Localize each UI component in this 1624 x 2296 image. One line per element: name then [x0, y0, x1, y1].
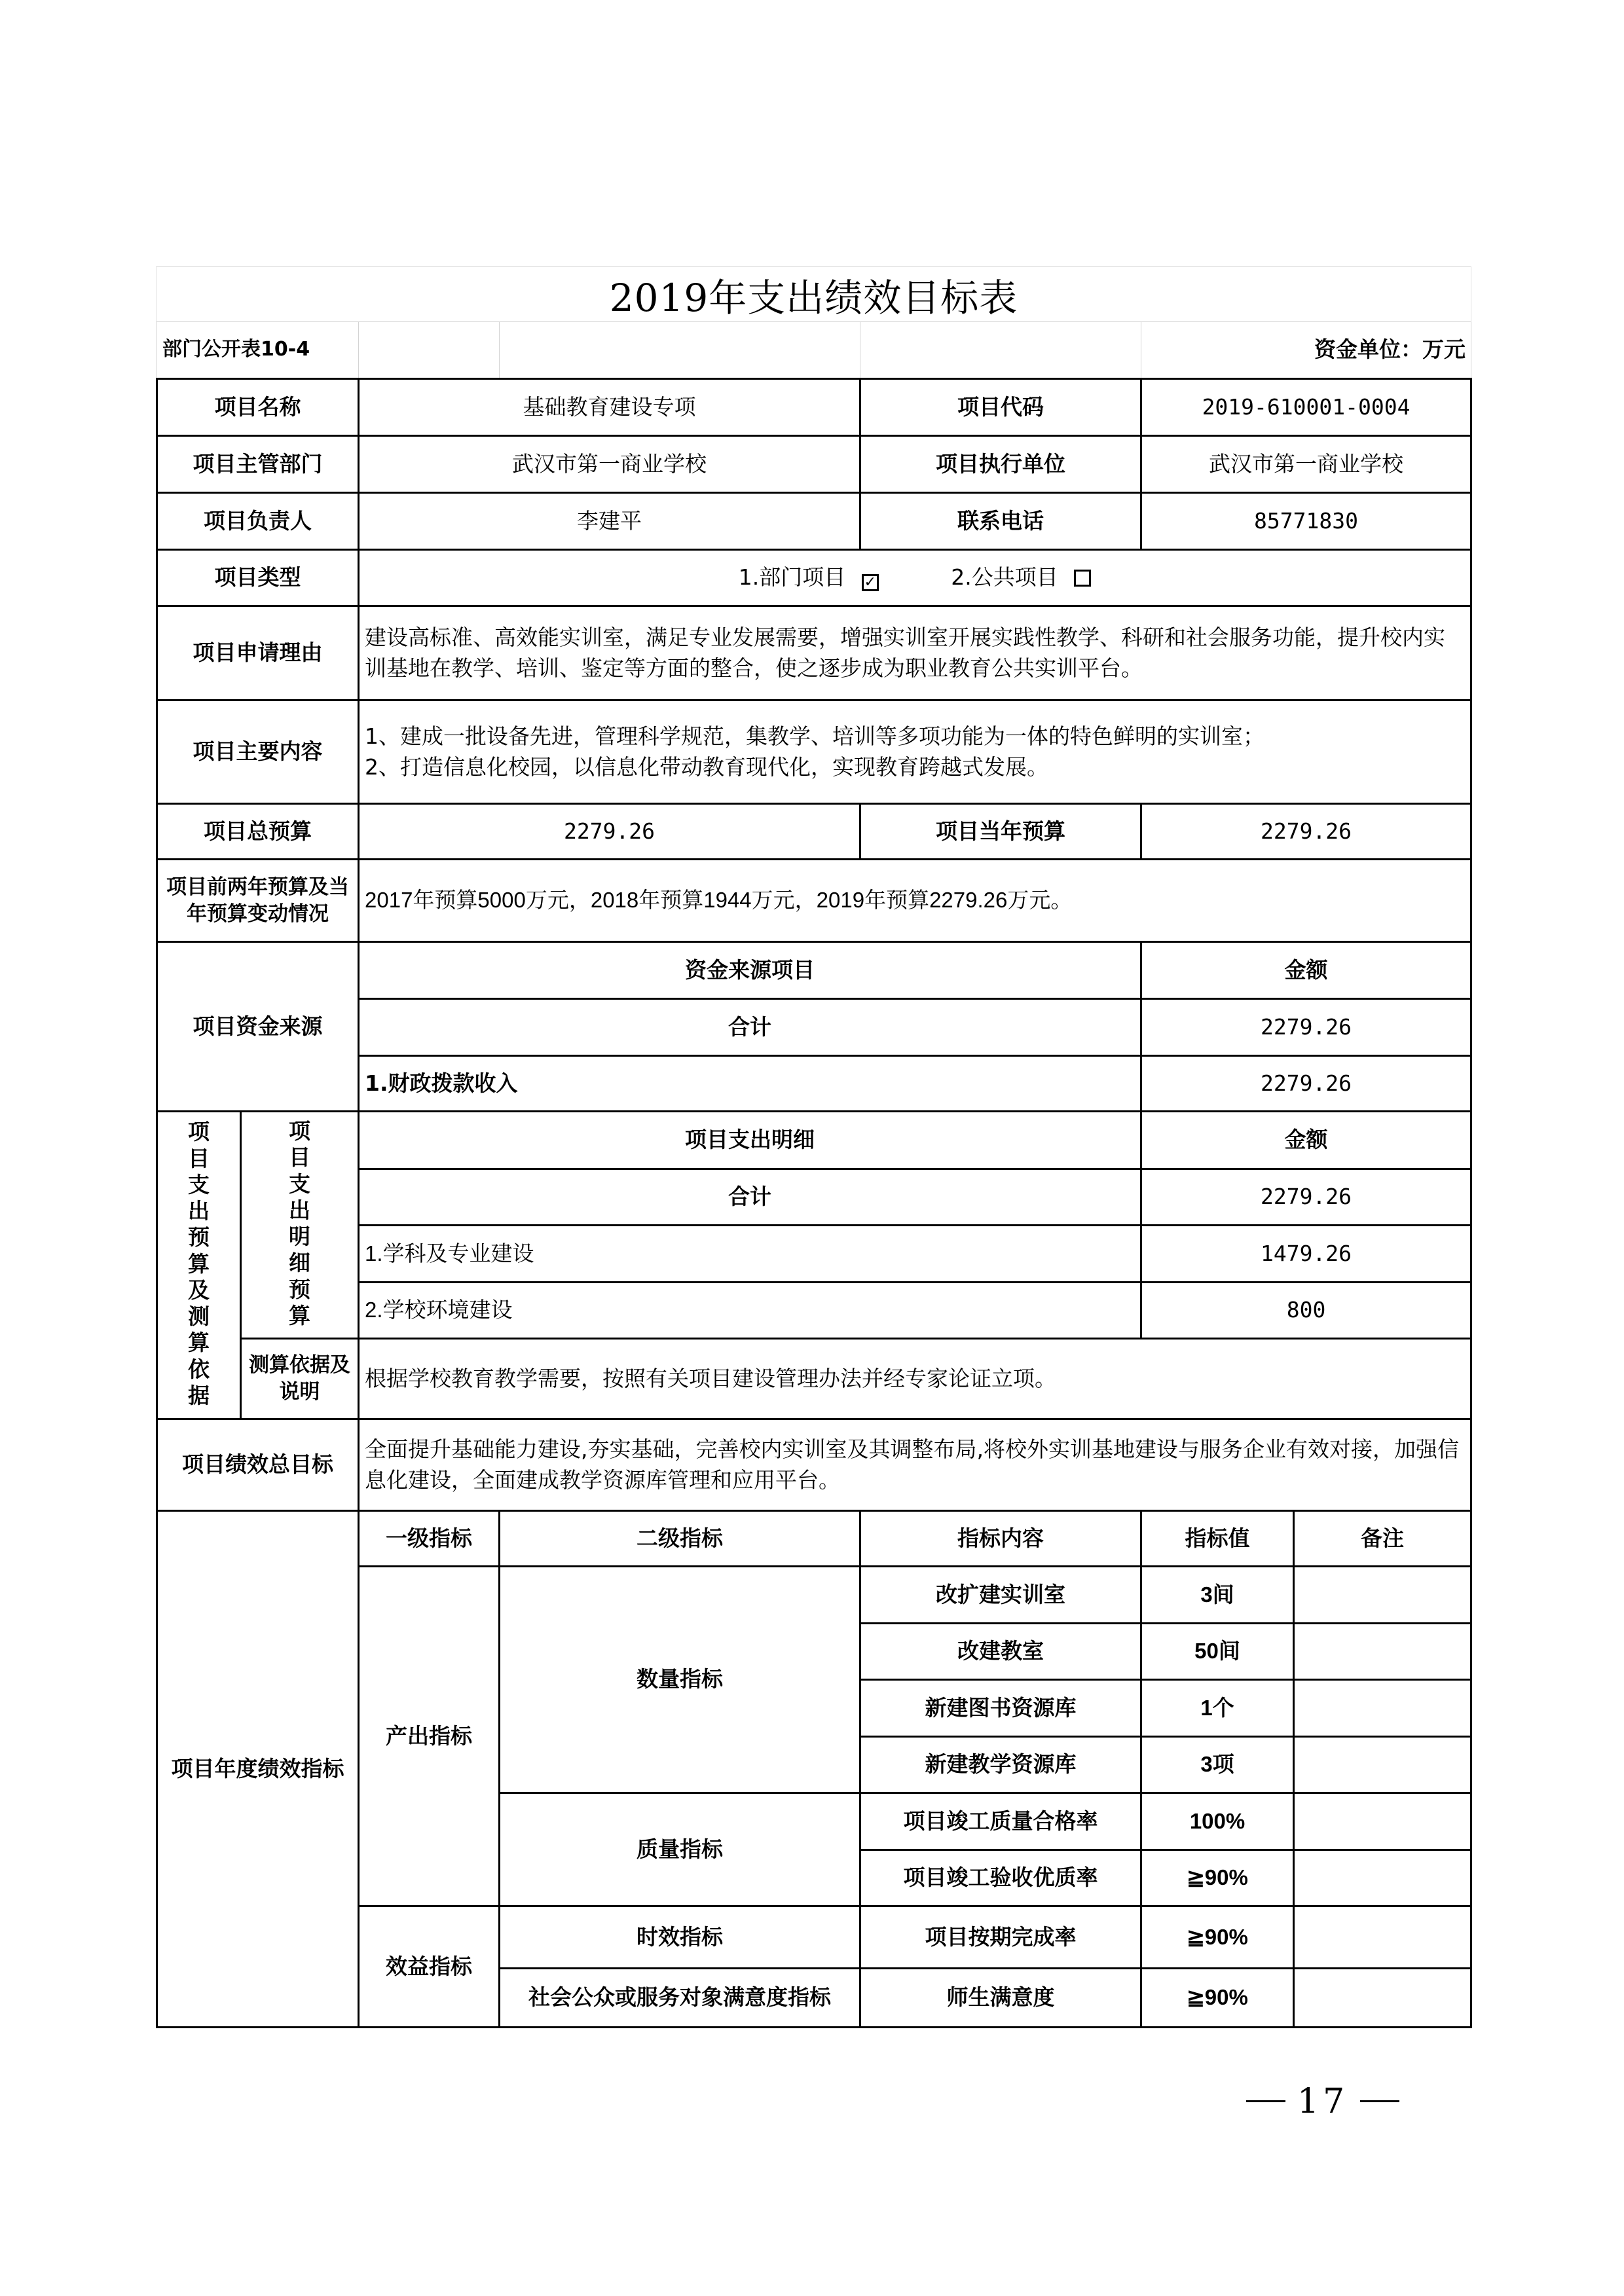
dash-decoration	[1246, 2100, 1285, 2102]
indicator-note	[1294, 1793, 1471, 1850]
fund-amount-header: 金额	[1141, 942, 1471, 999]
expense-outer-label-text: 项目支出预算及测算依据	[187, 1119, 210, 1408]
header-blank-cell	[860, 322, 1141, 379]
indicator-content: 改扩建实训室	[860, 1567, 1141, 1624]
indicator-value: 1个	[1141, 1680, 1294, 1737]
indicator-value: 50间	[1141, 1624, 1294, 1680]
table-row	[157, 1339, 1471, 1419]
table-row	[157, 860, 1471, 942]
expense-item-label: 1.学科及专业建设	[359, 1226, 1141, 1283]
unchecked-box-icon[interactable]	[1074, 570, 1091, 587]
indicator-value: ≧90%	[1141, 1906, 1294, 1969]
application-reason-text: 建设高标准、高效能实训室，满足专业发展需要，增强实训室开展实践性教学、科研和社会服务功能，提升校内实训基地在教学、培训、鉴定等方面的整合，使之逐步成为职业教育公共实训平台。	[359, 606, 1471, 701]
table-row	[157, 804, 1471, 860]
overall-goal-text: 全面提升基础能力建设,夯实基础，完善校内实训室及其调整布局,将校外实训基地建设与服务企业有效对接，加强信息化建设，全面建成教学资源库管理和应用平台。	[359, 1419, 1471, 1511]
table-row	[157, 436, 1471, 493]
indicator-content: 项目竣工质量合格率	[860, 1793, 1141, 1850]
indicator-content: 改建教室	[860, 1624, 1141, 1680]
header-blank-cell	[359, 322, 500, 379]
table-row	[157, 1419, 1471, 1511]
indicator-value: ≧90%	[1141, 1969, 1294, 2028]
table-number: 部门公开表10-4	[157, 322, 359, 379]
indicator-header: 备注	[1294, 1511, 1471, 1567]
year-budget-label: 项目当年预算	[860, 804, 1141, 860]
expense-total-value: 2279.26	[1141, 1169, 1471, 1226]
indicator-header: 指标内容	[860, 1511, 1141, 1567]
indicator-content: 师生满意度	[860, 1969, 1141, 2028]
fund-unit: 资金单位：万元	[1141, 322, 1471, 379]
project-leader-value: 李建平	[359, 493, 860, 550]
quantity-indicator-label: 数量指标	[500, 1567, 860, 1793]
performance-target-table	[156, 321, 1472, 2028]
type-option-dept[interactable]	[739, 562, 879, 593]
main-content-label: 项目主要内容	[157, 701, 359, 804]
indicator-note	[1294, 1737, 1471, 1793]
indicator-note	[1294, 1624, 1471, 1680]
budget-change-text: 2017年预算5000万元，2018年预算1944万元，2019年预算2279.26万元。	[359, 860, 1471, 942]
expense-inner-label	[241, 1112, 359, 1339]
title-row	[156, 266, 1471, 322]
indicator-value: 3项	[1141, 1737, 1294, 1793]
indicator-header: 指标值	[1141, 1511, 1294, 1567]
content-line: 1、建成一批设备先进，管理科学规范，集教学、培训等多项功能为一体的特色鲜明的实训室；	[365, 723, 1265, 749]
expense-item-label: 2.学校环境建设	[359, 1283, 1141, 1339]
indicator-note	[1294, 1850, 1471, 1906]
table-row	[157, 1112, 1471, 1169]
executing-unit-value: 武汉市第一商业学校	[1141, 436, 1471, 493]
expense-amount-header: 金额	[1141, 1112, 1471, 1169]
indicator-note	[1294, 1906, 1471, 1969]
fund-item-value: 2279.26	[1141, 1056, 1471, 1112]
quality-indicator-label: 质量指标	[500, 1793, 860, 1906]
application-reason-label: 项目申请理由	[157, 606, 359, 701]
indicator-note	[1294, 1969, 1471, 2028]
supervising-dept-value: 武汉市第一商业学校	[359, 436, 860, 493]
expense-inner-label-text: 项目支出明细预算	[289, 1118, 310, 1328]
indicator-content: 项目竣工验收优质率	[860, 1850, 1141, 1906]
timeliness-indicator-label: 时效指标	[500, 1906, 860, 1969]
indicator-header: 二级指标	[500, 1511, 860, 1567]
type-option-label: 2.公共项目	[951, 564, 1058, 591]
indicator-content: 新建图书资源库	[860, 1680, 1141, 1737]
executing-unit-label: 项目执行单位	[860, 436, 1141, 493]
indicator-value: 100%	[1141, 1793, 1294, 1850]
project-code-label: 项目代码	[860, 379, 1141, 436]
indicator-value: ≧90%	[1141, 1850, 1294, 1906]
document-title: 2019年支出绩效目标表	[609, 276, 1018, 320]
table-header-row	[157, 322, 1471, 379]
indicator-header: 一级指标	[359, 1511, 500, 1567]
fund-source-label: 项目资金来源	[157, 942, 359, 1112]
indicator-note	[1294, 1680, 1471, 1737]
project-type-label: 项目类型	[157, 550, 359, 606]
benefit-indicator-label: 效益指标	[359, 1906, 500, 2028]
project-name-label: 项目名称	[157, 379, 359, 436]
indicator-note	[1294, 1567, 1471, 1624]
supervising-dept-label: 项目主管部门	[157, 436, 359, 493]
project-code-value: 2019-610001-0004	[1141, 379, 1471, 436]
fund-total-value: 2279.26	[1141, 999, 1471, 1056]
expense-item-value: 800	[1141, 1283, 1471, 1339]
content-line: 2、打造信息化校园，以信息化带动教育现代化，实现教育跨越式发展。	[365, 754, 1049, 780]
contact-phone-label: 联系电话	[860, 493, 1141, 550]
budget-change-label: 项目前两年预算及当年预算变动情况	[157, 860, 359, 942]
output-indicator-label: 产出指标	[359, 1567, 500, 1906]
type-option-public[interactable]	[951, 562, 1091, 593]
project-leader-label: 项目负责人	[157, 493, 359, 550]
indicator-content: 项目按期完成率	[860, 1906, 1141, 1969]
table-row	[157, 493, 1471, 550]
contact-phone-value: 85771830	[1141, 493, 1471, 550]
satisfaction-indicator-label: 社会公众或服务对象满意度指标	[500, 1969, 860, 2028]
expense-total-label: 合计	[359, 1169, 1141, 1226]
expense-item-value: 1479.26	[1141, 1226, 1471, 1283]
page-number	[1234, 2082, 1411, 2121]
expense-outer-label	[157, 1112, 241, 1419]
type-option-label: 1.部门项目	[738, 564, 846, 591]
project-type-options	[359, 550, 1471, 606]
table-row	[157, 606, 1471, 701]
table-row	[157, 550, 1471, 606]
indicator-content: 新建教学资源库	[860, 1737, 1141, 1793]
project-name-value: 基础教育建设专项	[359, 379, 860, 436]
checked-box-icon[interactable]	[862, 574, 879, 591]
basis-label: 测算依据及说明	[241, 1339, 359, 1419]
overall-goal-label: 项目绩效总目标	[157, 1419, 359, 1511]
dash-decoration	[1360, 2100, 1399, 2102]
fund-item-label: 1.财政拨款收入	[359, 1056, 1141, 1112]
total-budget-value: 2279.26	[359, 804, 860, 860]
table-row	[157, 379, 1471, 436]
fund-source-header: 资金来源项目	[359, 942, 1141, 999]
expense-detail-header: 项目支出明细	[359, 1112, 1141, 1169]
table-row	[157, 1511, 1471, 1567]
basis-text: 根据学校教育教学需要，按照有关项目建设管理办法并经专家论证立项。	[359, 1339, 1471, 1419]
table-row	[157, 701, 1471, 804]
header-blank-cell	[500, 322, 860, 379]
page-number-text: 17	[1297, 2082, 1349, 2121]
total-budget-label: 项目总预算	[157, 804, 359, 860]
fund-total-label: 合计	[359, 999, 1141, 1056]
indicator-value: 3间	[1141, 1567, 1294, 1624]
year-budget-value: 2279.26	[1141, 804, 1471, 860]
table-row	[157, 942, 1471, 999]
annual-indicators-label: 项目年度绩效指标	[157, 1511, 359, 2028]
main-content-text	[359, 701, 1471, 804]
